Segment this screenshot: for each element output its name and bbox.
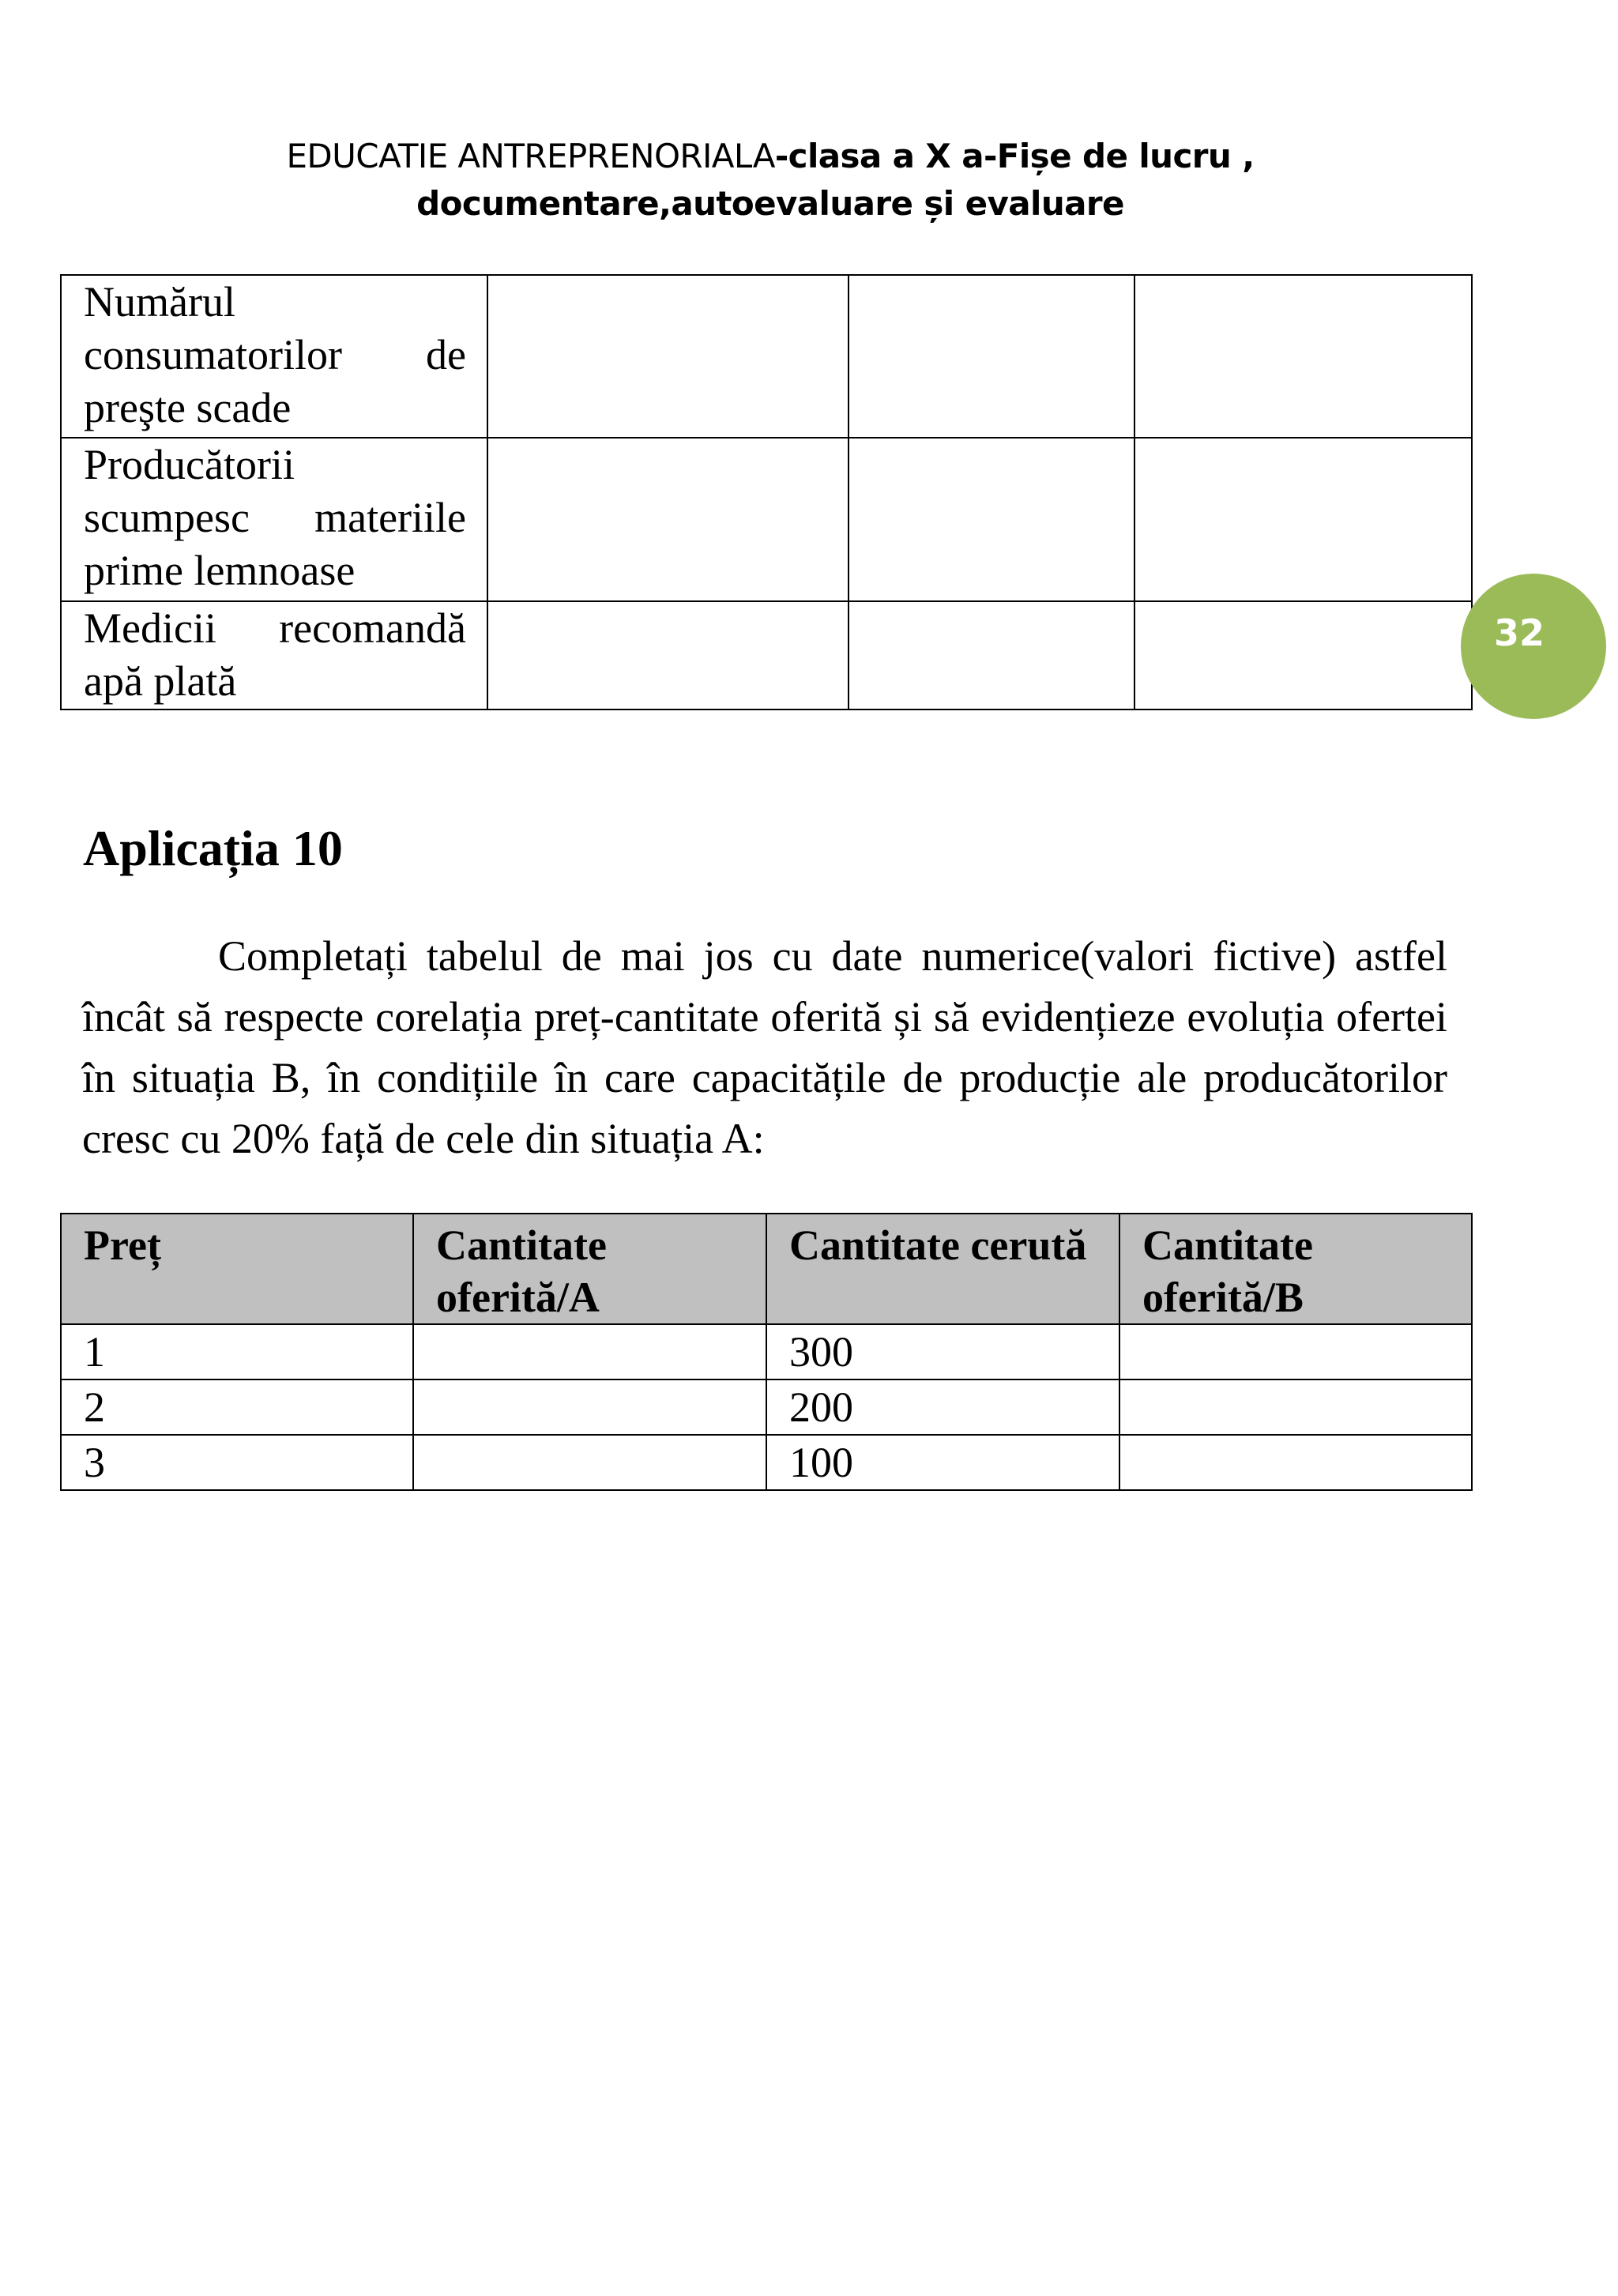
empty-cell bbox=[849, 275, 1134, 438]
factors-table bbox=[60, 274, 1473, 710]
empty-cell bbox=[487, 601, 849, 710]
supply-b-cell bbox=[1119, 1324, 1472, 1379]
price-cell: 3 bbox=[61, 1435, 413, 1490]
supply-b-cell bbox=[1119, 1379, 1472, 1435]
empty-cell bbox=[1134, 601, 1472, 710]
demand-cell: 100 bbox=[766, 1435, 1119, 1490]
price-cell: 1 bbox=[61, 1324, 413, 1379]
empty-cell bbox=[487, 438, 849, 601]
supply-a-cell bbox=[413, 1379, 766, 1435]
table-row bbox=[61, 1435, 1472, 1490]
empty-cell bbox=[487, 275, 849, 438]
empty-cell bbox=[849, 438, 1134, 601]
table-row bbox=[61, 1324, 1472, 1379]
supply-a-cell bbox=[413, 1324, 766, 1379]
header-details: -clasa a X a-Fișe de lucru , documentare,autoevaluare și evaluare bbox=[416, 137, 1255, 223]
demand-cell: 300 bbox=[766, 1324, 1119, 1379]
empty-cell bbox=[849, 601, 1134, 710]
row-label: Medicii recomandă apă plată bbox=[61, 601, 487, 710]
page-number-badge: 32 bbox=[1461, 574, 1606, 719]
application-instructions: Completați tabelul de mai jos cu date numerice(valori fictive) astfel încât să respecte corelația preț-cantitate oferită și să evidențieze evoluția ofertei în situația B, în condițiile în care capacitățile de producție ale producătorilor cresc cu 20% față de cele din situația A: bbox=[82, 932, 1447, 1162]
column-header-demand: Cantitate cerută bbox=[766, 1214, 1119, 1324]
document-header bbox=[63, 133, 1477, 228]
empty-cell bbox=[1134, 438, 1472, 601]
column-header-supply-a: Cantitate oferită/A bbox=[413, 1214, 766, 1324]
row-label: Producătorii scumpesc materiile prime lemnoase bbox=[61, 438, 487, 601]
demand-cell: 200 bbox=[766, 1379, 1119, 1435]
table-row bbox=[61, 601, 1472, 710]
row-label: Numărul consumatorilor de preşte scade bbox=[61, 275, 487, 438]
column-header-price: Preț bbox=[61, 1214, 413, 1324]
table-row bbox=[61, 438, 1472, 601]
price-cell: 2 bbox=[61, 1379, 413, 1435]
table-row bbox=[61, 275, 1472, 438]
table-header-row bbox=[61, 1214, 1472, 1324]
supply-b-cell bbox=[1119, 1435, 1472, 1490]
header-subject: EDUCATIE ANTREPRENORIALA bbox=[286, 137, 775, 175]
empty-cell bbox=[1134, 275, 1472, 438]
supply-a-cell bbox=[413, 1435, 766, 1490]
application-title: Aplicația 10 bbox=[83, 820, 343, 876]
table-row bbox=[61, 1379, 1472, 1435]
price-quantity-table bbox=[60, 1213, 1473, 1491]
column-header-supply-b: Cantitate oferită/B bbox=[1119, 1214, 1472, 1324]
